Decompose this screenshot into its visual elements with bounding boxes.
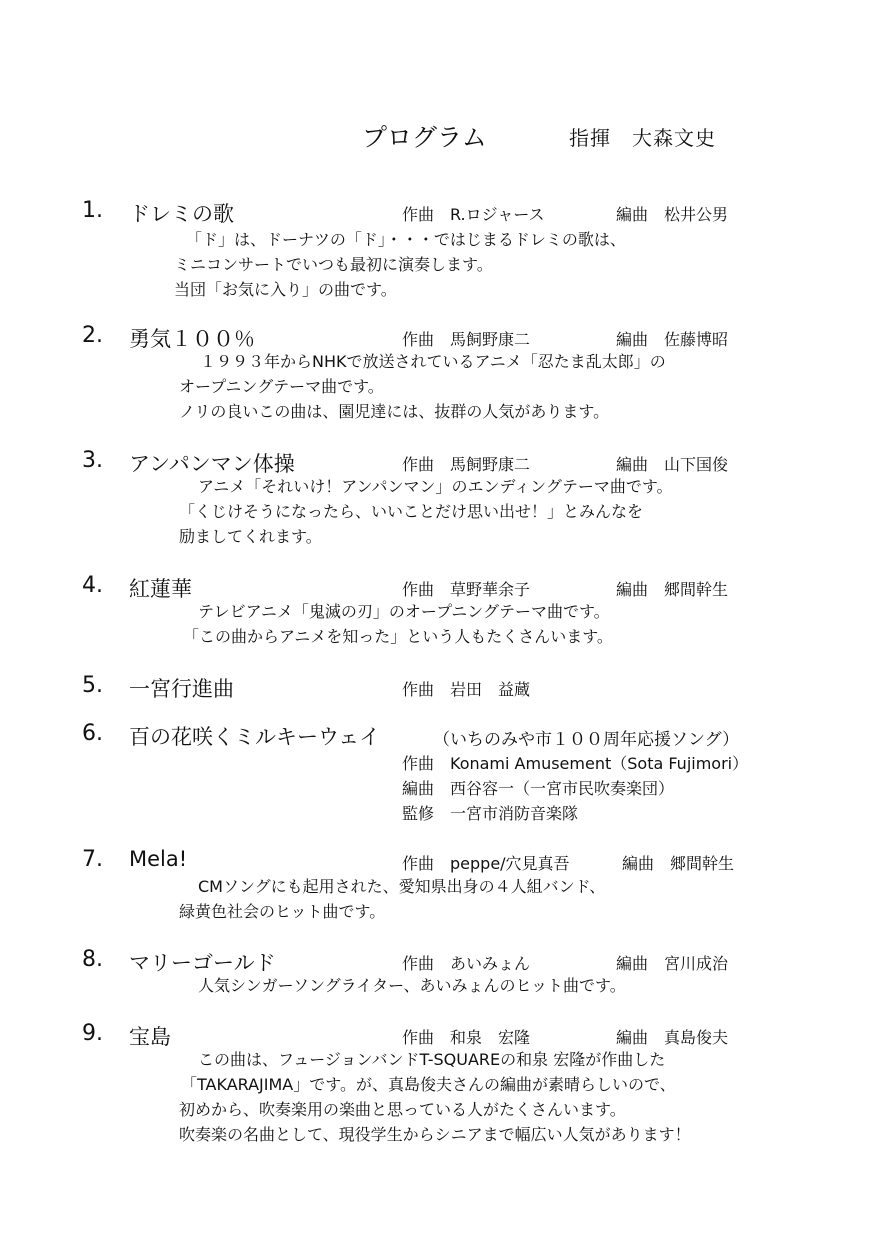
description-line: 励ましてくれます。	[179, 527, 322, 546]
item-number: 9.	[82, 1021, 103, 1046]
description-line: この曲は、フュージョンバンドT-SQUAREの和泉 宏隆が作曲した	[198, 1050, 666, 1069]
item-number: 2.	[82, 323, 103, 348]
item-number: 8.	[82, 947, 103, 972]
program-header	[0, 118, 873, 158]
description-line: ミニコンサートでいつも最初に演奏します。	[174, 255, 493, 274]
arranger: 編曲 郷間幹生	[616, 580, 729, 599]
composer: 作曲 和泉 宏隆	[402, 1028, 531, 1047]
page-title: プログラム	[362, 123, 487, 152]
description-line: 緑黄色社会のヒット曲です。	[179, 902, 386, 921]
program-item	[0, 323, 873, 423]
description-line: 「ド」は、ドーナツの「ド」・・・ではじまるドレミの歌は、	[186, 230, 626, 249]
arranger: 編曲 松井公男	[616, 205, 729, 224]
song-title: 勇気１００％	[129, 327, 255, 351]
composer: 作曲 peppe/穴見真吾	[402, 854, 570, 873]
supervisor: 監修 一宮市消防音楽隊	[402, 804, 579, 823]
description-line: オープニングテーマ曲です。	[179, 377, 384, 396]
description-line: CMソングにも起用された、愛知県出身の４人組バンド、	[198, 877, 606, 896]
program-item	[0, 1021, 873, 1151]
song-title: ドレミの歌	[129, 202, 234, 226]
song-title: 百の花咲くミルキーウェイ	[129, 725, 381, 749]
composer: 作曲 馬飼野康二	[402, 330, 531, 349]
description-line: 人気シンガーソングライター、あいみょんのヒット曲です。	[198, 976, 626, 995]
program-item	[0, 847, 873, 922]
program-item	[0, 573, 873, 648]
song-title: 宝島	[129, 1025, 171, 1049]
description-line: ノリの良いこの曲は、園児達には、抜群の人気があります。	[179, 402, 610, 421]
arranger: 編曲 真島俊夫	[616, 1028, 729, 1047]
song-title: マリーゴールド	[129, 951, 276, 975]
arranger: 編曲 宮川成治	[616, 954, 729, 973]
description-line: 初めから、吹奏楽用の楽曲と思っている人がたくさんいます。	[179, 1100, 626, 1119]
song-title: Mela!	[129, 847, 188, 871]
arranger: 編曲 郷間幹生	[622, 854, 735, 873]
item-number: 6.	[82, 721, 103, 746]
description-line: アニメ「それいけ！アンパンマン」のエンディングテーマ曲です。	[198, 477, 673, 496]
composer: 作曲 あいみょん	[402, 954, 531, 973]
conductor-label: 指揮 大森文史	[569, 126, 716, 150]
song-subtitle: （いちのみや市１００周年応援ソング）	[433, 730, 740, 750]
item-number: 1.	[82, 198, 103, 223]
item-number: 5.	[82, 673, 103, 698]
program-item	[0, 947, 873, 1002]
arranger: 編曲 佐藤博昭	[616, 330, 729, 349]
description-line: 吹奏楽の名曲として、現役学生からシニアまで幅広い人気があります！	[179, 1125, 691, 1144]
description-line: 「TAKARAJIMA」です。が、真島俊夫さんの編曲が素晴らしいので、	[181, 1075, 676, 1094]
composer: 作曲 Konami Amusement（Sota Fujimori）	[402, 754, 749, 773]
description-line: 「くじけそうになったら、いいことだけ思い出せ！」とみんなを	[179, 502, 644, 521]
arranger: 編曲 西谷容一（一宮市民吹奏楽団）	[402, 779, 675, 798]
item-number: 3.	[82, 448, 103, 473]
description-line: 「この曲からアニメを知った」という人もたくさんいます。	[183, 627, 613, 646]
song-title: アンパンマン体操	[129, 452, 295, 476]
composer: 作曲 岩田 益蔵	[402, 680, 531, 699]
program-item	[0, 448, 873, 548]
composer: 作曲 馬飼野康二	[402, 455, 531, 474]
description-line: １９９３年からNHKで放送されているアニメ「忍たま乱太郎」の	[200, 352, 666, 371]
song-title: 一宮行進曲	[129, 677, 234, 701]
song-title: 紅蓮華	[129, 577, 192, 601]
description-line: テレビアニメ「鬼滅の刃」のオープニングテーマ曲です。	[198, 602, 610, 621]
arranger: 編曲 山下国俊	[616, 455, 729, 474]
composer: 作曲 R.ロジャース	[402, 205, 545, 224]
item-number: 7.	[82, 847, 103, 872]
program-item	[0, 673, 873, 703]
program-item	[0, 721, 873, 826]
composer: 作曲 草野華余子	[402, 580, 531, 599]
program-item	[0, 198, 873, 298]
description-line: 当団「お気に入り」の曲です。	[174, 280, 397, 299]
item-number: 4.	[82, 573, 103, 598]
